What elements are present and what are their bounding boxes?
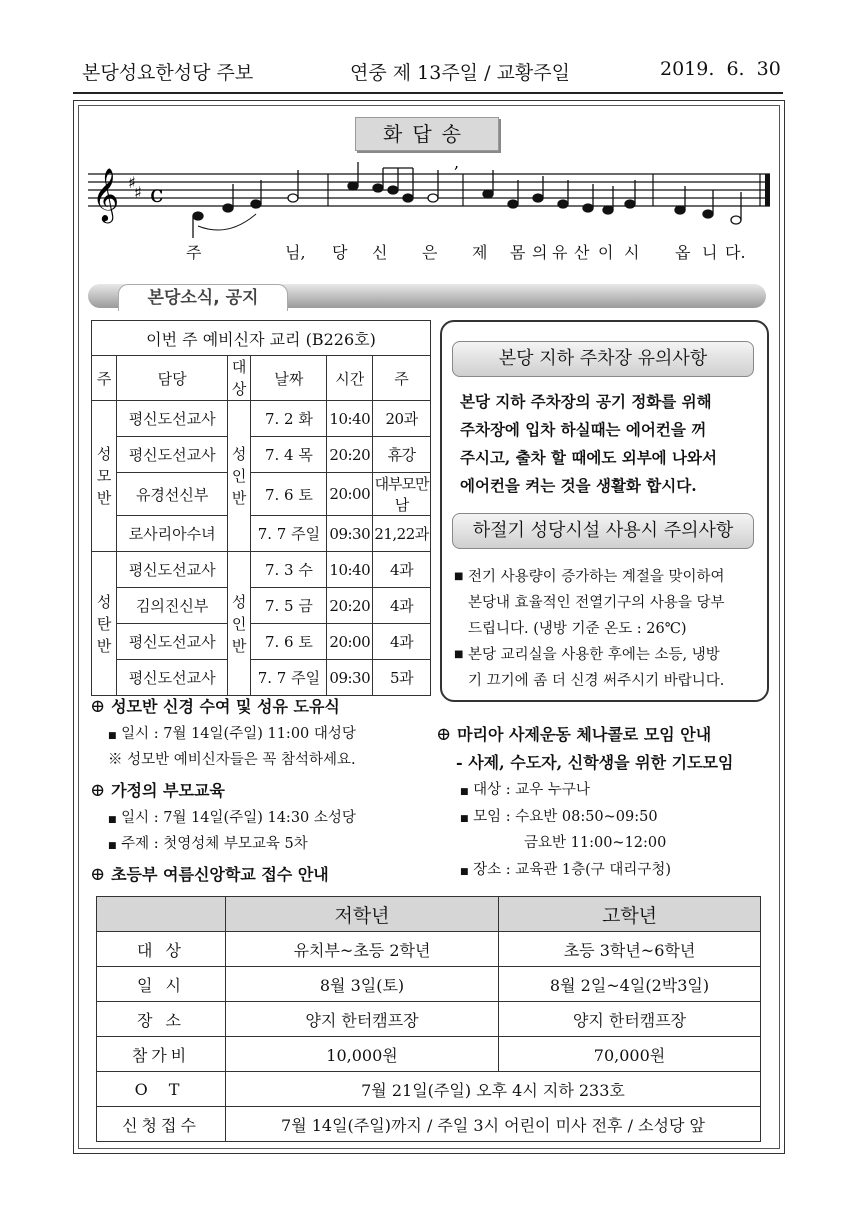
lesson: 4과 [373, 624, 431, 660]
announcement-4-meeting: ■ 모임 : 수요반 08:50~09:50 [460, 809, 658, 825]
teacher: 평신도선교사 [117, 624, 228, 660]
bullet-icon: ■ [454, 649, 464, 660]
lesson: 4과 [373, 588, 431, 624]
table-row [92, 473, 431, 516]
lesson: 5과 [373, 660, 431, 696]
row-label: 장 소 [97, 1002, 226, 1037]
parking-title: 본당 지하 주차장 유의사항 [452, 341, 754, 377]
bullet-icon: ■ [460, 814, 469, 824]
summer-line: 전기 사용량이 증가하는 계절을 맞이하여 [468, 569, 725, 585]
teacher: 평신도선교사 [117, 660, 228, 696]
teacher: 평신도선교사 [117, 401, 228, 437]
summer-line: 드립니다. (냉방 기준 온도 : 26℃) [468, 621, 687, 637]
date: 7. 7 주일 [251, 660, 327, 696]
treble-clef-icon: 𝄞 [92, 167, 120, 221]
publication-name: 본당성요한성당 주보 [82, 62, 254, 84]
music-staff [88, 158, 778, 242]
lesson: 휴강 [373, 437, 431, 473]
time: 20:20 [327, 437, 373, 473]
lower-value: 8월 3일(토) [226, 967, 499, 1002]
row-label: 일 시 [97, 967, 226, 1002]
lyric-6: 제 [472, 243, 488, 262]
announcement-2-title: ⊕ 가정의 부모교육 [90, 780, 225, 801]
teacher: 평신도선교사 [117, 437, 228, 473]
time: 20:00 [327, 624, 373, 660]
lesson: 21,22과 [373, 516, 431, 552]
announcement-4-title: ⊕ 마리아 사제운동 체나콜로 모임 안내 [436, 724, 712, 745]
date: 7. 2 화 [251, 401, 327, 437]
circled-plus-icon: ⊕ [90, 780, 106, 801]
date: 7. 7 주일 [251, 516, 327, 552]
table-row [92, 516, 431, 552]
col-header-date: 날짜 [251, 356, 327, 401]
lyric-4: 신 [372, 243, 388, 262]
lesson: 대부모만남 [373, 473, 431, 516]
row-label: O T [97, 1072, 226, 1107]
announcement-2-item: ■ 일시 : 7월 14일(주일) 14:30 소성당 [108, 810, 356, 826]
table-row [92, 660, 431, 696]
table-row [92, 552, 431, 588]
col-header-lower: 저학년 [226, 897, 499, 932]
table-row [92, 624, 431, 660]
upper-value: 양지 한터캠프장 [499, 1002, 761, 1037]
teacher: 유경선신부 [117, 473, 228, 516]
row-label: 신청접수 [97, 1107, 226, 1142]
col-header-lesson: 주 [373, 356, 431, 401]
svg-text:♯: ♯ [128, 173, 136, 192]
lower-value: 양지 한터캠프장 [226, 1002, 499, 1037]
announcement-4-target: ■ 대상 : 교우 누구나 [460, 782, 590, 798]
target: 성인반 [227, 401, 250, 552]
table-row [97, 1072, 761, 1107]
col-header-time: 시간 [327, 356, 373, 401]
catechism-table [91, 320, 431, 696]
time: 20:00 [327, 473, 373, 516]
announcement-4-subtitle: - 사제, 수도자, 신학생을 위한 기도모임 [456, 753, 734, 772]
row-label: 참가비 [97, 1037, 226, 1072]
circled-plus-icon: ⊕ [90, 696, 106, 717]
svg-text:♯: ♯ [134, 183, 142, 202]
upper-value: 8월 2일~4일(2박3일) [499, 967, 761, 1002]
table-row [97, 967, 761, 1002]
time: 09:30 [327, 660, 373, 696]
time: 09:30 [327, 516, 373, 552]
date: 7. 6 토 [251, 473, 327, 516]
group-name: 성탄반 [92, 552, 117, 696]
date: 7. 3 수 [251, 552, 327, 588]
announcement-1-title: ⊕ 성모반 신경 수여 및 성유 도유식 [90, 696, 340, 717]
summer-line: 본당내 효율적인 전열기구의 사용을 당부 [468, 595, 725, 611]
table-row [97, 1002, 761, 1037]
bullet-icon: ■ [460, 787, 469, 797]
time: 10:40 [327, 401, 373, 437]
bullet-icon: ■ [454, 571, 464, 582]
lyric-13: 옵 [675, 243, 691, 262]
date: 7. 6 토 [251, 624, 327, 660]
lyric-7: 몸 [510, 243, 526, 262]
parking-line: 주시고, 출차 할 때에도 외부에 나와서 [460, 448, 717, 467]
lyric-9: 유 [552, 243, 568, 262]
col-header-target: 대상 [227, 356, 250, 401]
circled-plus-icon: ⊕ [90, 864, 106, 885]
summer-line: 본당 교리실을 사용한 후에는 소등, 냉방 [468, 647, 720, 663]
summer-title: 하절기 성당시설 사용시 주의사항 [452, 513, 754, 549]
lyric-8: 의 [532, 243, 548, 262]
teacher: 김의진신부 [117, 588, 228, 624]
table-row [92, 401, 431, 437]
col-header-blank [97, 897, 226, 932]
upper-value: 초등 3학년~6학년 [499, 932, 761, 967]
lower-value: 유치부~초등 2학년 [226, 932, 499, 967]
issue-date: 2019. 6. 30 [660, 58, 781, 80]
col-header-group: 주 [92, 356, 117, 401]
announcement-1-item: ■ 일시 : 7월 14일(주일) 11:00 대성당 [108, 726, 356, 742]
table-row [97, 932, 761, 967]
summer-line: 기 끄기에 좀 더 신경 써주시기 바랍니다. [468, 673, 725, 689]
upper-value: 70,000원 [499, 1037, 761, 1072]
lyric-12: 시 [624, 243, 640, 262]
col-header-teacher: 담당 [117, 356, 228, 401]
lyric-1: 주 [186, 243, 202, 262]
circled-plus-icon: ⊕ [436, 724, 452, 745]
date: 7. 5 금 [251, 588, 327, 624]
liturgical-week: 연중 제 13주일 / 교황주일 [350, 62, 570, 84]
lower-value: 10,000원 [226, 1037, 499, 1072]
parking-line: 주차장에 입차 하실때는 에어컨을 꺼 [460, 420, 707, 439]
announcement-1-note: ※ 성모반 예비신자들은 꼭 참석하세요. [108, 752, 356, 768]
svg-text:,: , [454, 158, 460, 172]
header-rule [73, 92, 783, 94]
ot-value: 7월 21일(주일) 오후 4시 지하 233호 [226, 1072, 761, 1107]
bullet-icon: ■ [108, 841, 117, 851]
time: 20:20 [327, 588, 373, 624]
table-row [97, 1037, 761, 1072]
date: 7. 4 목 [251, 437, 327, 473]
lesson: 4과 [373, 552, 431, 588]
row-label: 대 상 [97, 932, 226, 967]
parking-line: 에어컨을 켜는 것을 생활화 합시다. [460, 476, 697, 495]
table-row [97, 1107, 761, 1142]
svg-text:c: c [150, 180, 164, 208]
catechism-caption: 이번 주 예비신자 교리 (B226호) [92, 321, 431, 356]
announcement-4-meeting2: 금요반 11:00~12:00 [524, 835, 667, 851]
table-row [92, 588, 431, 624]
summer-list [452, 564, 762, 694]
lyric-10: 산 [574, 243, 590, 262]
summer-school-table [96, 896, 761, 1142]
group-name: 성모반 [92, 401, 117, 552]
list-item [452, 642, 762, 694]
lesson: 20과 [373, 401, 431, 437]
bullet-icon: ■ [108, 731, 117, 741]
parking-line: 본당 지하 주차장의 공기 정화를 위해 [460, 392, 712, 411]
list-item [452, 564, 762, 642]
lyric-3: 당 [332, 243, 348, 262]
bullet-icon: ■ [460, 867, 469, 877]
announcement-2-item: ■ 주제 : 첫영성체 부모교육 5차 [108, 836, 308, 852]
lyric-11: 이 [598, 243, 614, 262]
teacher: 평신도선교사 [117, 552, 228, 588]
lyric-2: 님, [285, 243, 306, 262]
time: 10:40 [327, 552, 373, 588]
announcement-4-place: ■ 장소 : 교육관 1층(구 대리구청) [460, 862, 672, 878]
lyric-15: 다. [725, 243, 746, 262]
lyric-14: 니 [702, 243, 718, 262]
target: 성인반 [227, 552, 250, 696]
apply-value: 7월 14일(주일)까지 / 주일 3시 어린이 미사 전후 / 소성당 앞 [226, 1107, 761, 1142]
section-title: 본당소식, 공지 [118, 284, 288, 311]
bullet-icon: ■ [108, 815, 117, 825]
parking-body [460, 388, 760, 500]
teacher: 로사리아수녀 [117, 516, 228, 552]
table-row [92, 437, 431, 473]
announcement-3-title: ⊕ 초등부 여름신앙학교 접수 안내 [90, 864, 329, 885]
hymn-title: 화답송 [355, 117, 499, 151]
lyric-5: 은 [422, 243, 438, 262]
col-header-upper: 고학년 [499, 897, 761, 932]
